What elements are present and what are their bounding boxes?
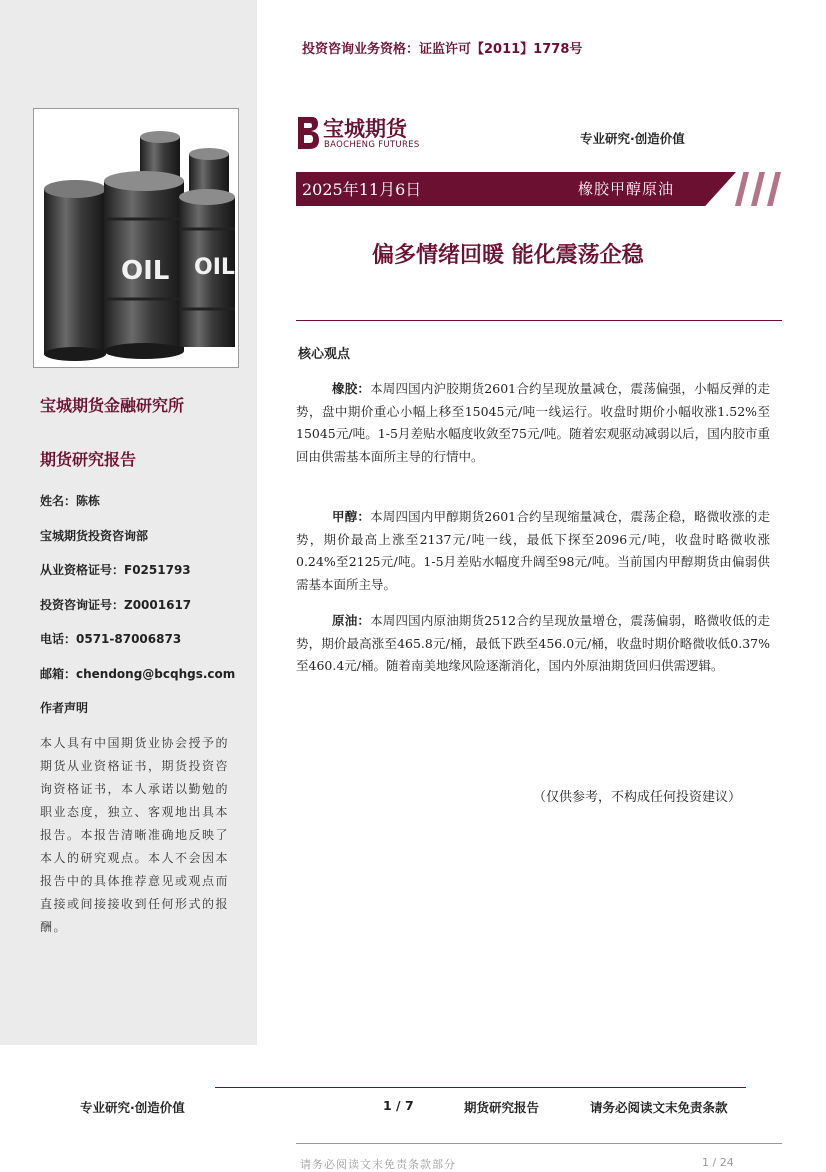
report-type: 期货研究报告	[40, 450, 137, 469]
paragraph-label: 甲醇：	[332, 509, 371, 524]
footer-slogan: 专业研究·创造价值	[80, 1100, 185, 1115]
section-title: 核心观点	[298, 347, 351, 362]
banner-stripe	[735, 172, 749, 206]
footer-report-type: 期货研究报告	[464, 1100, 540, 1115]
paragraph-label: 原油：	[332, 613, 371, 628]
barrel-label: OIL	[121, 256, 170, 286]
footer-divider	[215, 1087, 746, 1088]
footer-page-number-2: 1 / 24	[702, 1156, 734, 1169]
license-text: 投资咨询业务资格：证监许可【2011】1778号	[302, 42, 583, 57]
author-name: 姓名：陈栋	[40, 494, 101, 508]
paragraph-methanol	[296, 506, 770, 596]
report-headline: 偏多情绪回暖 能化震荡企稳	[372, 243, 644, 268]
company-logo	[294, 113, 434, 153]
header-slogan: 专业研究·创造价值	[580, 131, 685, 146]
paragraph-text: 本周四国内原油期货2512合约呈现放量增仓，震荡偏弱，略微收低的走势，期价最高涨至465.8元/桶，最低下跌至456.0元/桶，收盘时期价略微收低0.37%至460.4元/桶。随着南美地缘风险逐渐消化，国内外原油期货回归供需逻辑。	[296, 613, 770, 673]
banner-stripe	[767, 172, 781, 206]
oil-barrels-photo	[33, 108, 239, 368]
report-category: 橡胶甲醇原油	[578, 180, 675, 198]
footer-page-number: 1 / 7	[383, 1098, 414, 1113]
paragraph-crude-oil	[296, 610, 770, 678]
paragraph-text: 本周四国内甲醇期货2601合约呈现缩量减仓，震荡企稳，略微收涨的走势，期价最高上涨至2137元/吨一线，最低下探至2096元/吨，收盘时略微收涨0.24%至2125元/吨。1-5月差贴水幅度升阔至98元/吨。当前国内甲醇期货由偏弱供需基本面所主导。	[296, 509, 770, 592]
footer-disclaimer-2: 请务必阅读文末免责条款部分	[300, 1158, 456, 1171]
banner-stripe	[751, 172, 765, 206]
consulting-number: 投资咨询证号：Z0001617	[40, 598, 192, 612]
sidebar	[0, 0, 257, 1045]
paragraph-label: 橡胶：	[332, 381, 371, 396]
paragraph-text: 本周四国内沪胶期货2601合约呈现放量减仓，震荡偏强，小幅反弹的走势，盘中期价重心小幅上移至15045元/吨一线运行。收盘时期价小幅收涨1.52%至15045元/吨。1-5月差贴水幅度收敛至75元/吨。随着宏观驱动减弱以后，国内胶市重回由供需基本面所主导的行情中。	[296, 381, 770, 464]
logo-name: 宝城期货	[323, 117, 407, 141]
barrel-label-right: OIL	[194, 255, 235, 280]
author-statement: 本人具有中国期货业协会授予的期货从业资格证书，期货投资咨询资格证书，本人承诺以勤勉的职业态度，独立、客观地出具本报告。本报告清晰准确地反映了本人的研究观点。本人不会因本报告中的具体推荐意见或观点而直接或间接接收到任何形式的报酬。	[40, 736, 230, 934]
logo-english: BAOCHENG FUTURES	[324, 140, 420, 150]
phone: 电话：0571-87006873	[40, 632, 182, 646]
logo-mark-icon	[294, 115, 320, 151]
statement-title: 作者声明	[40, 701, 89, 715]
disclaimer-note: （仅供参考，不构成任何投资建议）	[533, 790, 742, 805]
department: 宝城期货投资咨询部	[40, 529, 149, 543]
divider	[296, 320, 782, 321]
paragraph-rubber	[296, 378, 770, 468]
footer-disclaimer: 请务必阅读文末免责条款	[590, 1100, 728, 1115]
oil-barrels-image	[34, 109, 238, 367]
institute-name: 宝城期货金融研究所	[40, 396, 185, 415]
qualification-number: 从业资格证号：F0251793	[40, 563, 191, 577]
footer-divider-2	[296, 1143, 782, 1144]
report-date: 2025年11月6日	[302, 180, 422, 199]
email[interactable]: 邮箱：chendong@bcqhgs.com	[40, 667, 236, 681]
